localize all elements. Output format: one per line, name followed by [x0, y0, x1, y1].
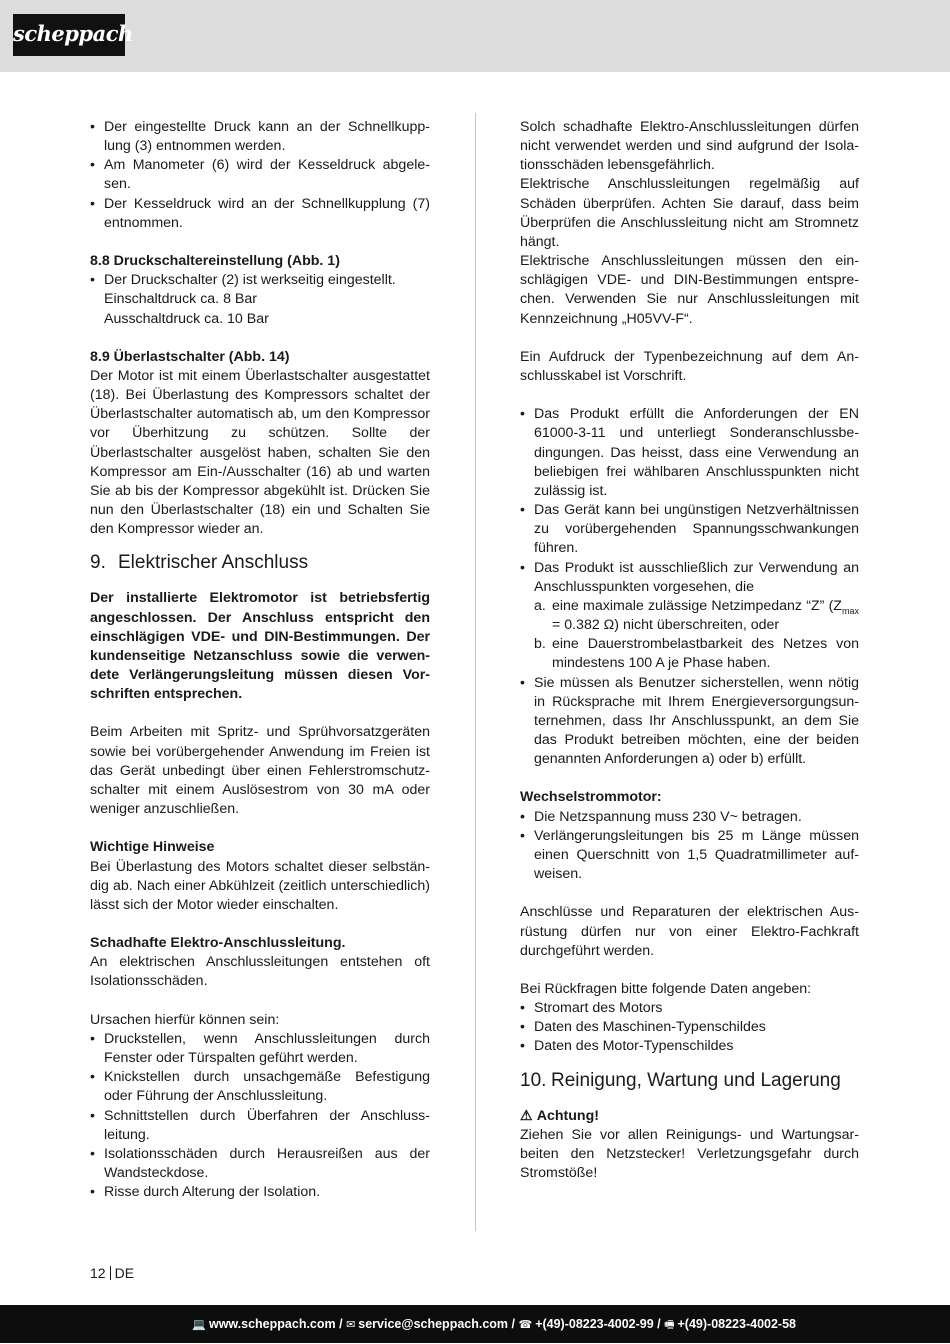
- wechselstrom-list: [520, 808, 859, 885]
- schadhaft-text: An elektrischen Anschlussleitungen entstehen oft Isolationsschäden.: [90, 954, 430, 990]
- paragraph: Anschlüsse und Reparaturen der elektrischen Ausrüstung dürfen nur von einer Elektro-Fachkraft durchgeführt werden.: [520, 904, 859, 959]
- section-9-title: Elektrischer Anschluss: [118, 552, 309, 574]
- footer-fax: +(49)-08223-4002-58: [677, 1317, 796, 1331]
- list-item: • Druckstellen, wenn Anschlussleitungen durch Fenster oder Türspalten geführt werden.: [90, 1030, 430, 1068]
- wechselstrom-title: Wechselstrommotor:: [520, 789, 662, 806]
- sub-item-text: = 0.382 Ω) nicht überschreiten, oder: [552, 617, 780, 634]
- sub-item-text: eine maximale zulässige Netzimpedanz “Z” (Z: [552, 597, 842, 614]
- page-number: [90, 1265, 134, 1281]
- section-10-heading: [520, 1069, 859, 1093]
- subscript: max: [841, 605, 859, 616]
- phone-icon: ☎: [518, 1319, 533, 1331]
- switch-on-pressure: Einschaltdruck ca. 8 Bar: [104, 291, 257, 308]
- list-item: • Die Netzspannung muss 230 V~ betragen.: [520, 808, 859, 827]
- page-language: DE: [114, 1265, 135, 1281]
- list-item: • Sie müssen als Benutzer sicherstellen, wenn nötig in Rücksprache mit Ihrem Energieversorgungsunternehmen, dass Ihr Anschlusspunkt, an dem Sie das Produkt betreiben möchten, eine der beiden genannten Anforderungen a) oder b) erfüllt.: [520, 674, 859, 770]
- section-9-bold-text: Der installierte Elektromotor ist betriebsfertig angeschlossen. Der Anschluss entspricht den einschlägigen VDE- und DIN-Bestimmungen. Der kundenseitige Netzanschluss sowie die verwendete Verlängerungsleitung müssen diesen Vorschriften entsprechen.: [90, 590, 430, 703]
- footer-email: service@scheppach.com /: [358, 1317, 515, 1331]
- section-9-number: 9.: [90, 552, 106, 574]
- footer-website: www.scheppach.com /: [208, 1317, 343, 1331]
- section-10-number: 10.: [520, 1069, 547, 1091]
- list-item: • Verlängerungsleitungen bis 25 m Länge müssen einen Querschnitt von 1,5 Quadratmillimeter aufweisen.: [520, 827, 859, 884]
- schadhaft-title: Schadhafte Elektro-Anschlussleitung.: [90, 935, 346, 952]
- paragraph: Elektrische Anschlussleitungen regelmäßig auf Schäden überprüfen. Achten Sie darauf, dass beim Überprüfen die Anschlussleitung nicht am Stromnetz hängt.: [520, 176, 859, 250]
- warning-label: Achtung!: [536, 1107, 599, 1124]
- list-item: [90, 271, 430, 328]
- list-item: • Das Produkt erfüllt die Anforderungen der EN 61000-3-11 und unterliegt Sonderanschlussbedingungen. Das heisst, dass eine Verwendung an beliebigen frei wählbaren Anschlusspunkten nicht zulässig ist.: [520, 405, 859, 501]
- pressure-bullets: [90, 118, 430, 233]
- section-8-9-text: Der Motor ist mit einem Überlastschalter ausgestattet (18). Bei Überlastung des Kompressors schaltet der Überlastschalter automatisch ab, um den Kompressor vor Überhitzung zu schützen. Sollte der Überlastschalter ausgelöst haben, schalten Sie den Kompressor am Ein-/Ausschalter (16) ab und warten Sie ab bis der Kompressor abgekühlt ist. Drücken Sie nun den Überlastschalter (18) ein und Schalten Sie den Kompressor wieder an.: [90, 368, 430, 538]
- section-9-heading: [90, 551, 430, 575]
- ursachen-intro: Ursachen hierfür können sein:: [90, 1011, 280, 1028]
- paragraph: Elektrische Anschlussleitungen müssen den einschlägigen VDE- und DIN-Bestimmungen entsprechen. Verwenden Sie nur Anschlussleitungen mit Kennzeichnung „H05VV-F“.: [520, 253, 859, 327]
- left-column: [90, 118, 430, 1202]
- footer-phone: +(49)-08223-4002-99 /: [535, 1317, 661, 1331]
- switch-off-pressure: Ausschaltdruck ca. 10 Bar: [104, 310, 269, 327]
- section-10-title: Reinigung, Wartung und Lagerung: [551, 1069, 841, 1091]
- requirements-list: [520, 405, 859, 769]
- list-item: • Der eingestellte Druck kann an der Schnellkupplung (3) entnommen werden.: [90, 118, 430, 156]
- page-footer: [0, 1305, 950, 1343]
- page-header: [0, 0, 950, 72]
- column-divider: [475, 113, 476, 1231]
- sub-letter: b.: [534, 636, 546, 653]
- list-item: • Das Gerät kann bei ungünstigen Netzverhältnissen zu vorübergehenden Spannungsschwankungen führen.: [520, 501, 859, 558]
- warning-title: [520, 1107, 859, 1126]
- list-item: • Am Manometer (6) wird der Kesseldruck abgelesen.: [90, 156, 430, 194]
- paragraph: Bei Rückfragen bitte folgende Daten angeben:: [520, 980, 812, 997]
- list-item-text: Das Produkt ist ausschließlich zur Verwendung an Anschlusspunkten vorgesehen, die: [534, 559, 859, 595]
- list-item: • Daten des Motor-Typenschildes: [520, 1037, 859, 1056]
- right-column: [520, 118, 859, 1183]
- daten-list: [520, 999, 859, 1056]
- ursachen-list: [90, 1030, 430, 1202]
- paragraph: Ein Aufdruck der Typenbezeichnung auf dem Anschlusskabel ist Vorschrift.: [520, 348, 859, 385]
- section-9-text: Beim Arbeiten mit Spritz- und Sprühvorsatzgeräten sowie bei vorübergehender Anwendung im Freien ist das Gerät unbedingt über einen Fehlerstromschutzschalter mit einem Auslösestrom von 30 mA oder weniger anzuschließen.: [90, 724, 430, 818]
- paragraph: Solch schadhafte Elektro-Anschlussleitungen dürfen nicht verwendet werden und sind aufgrund der Isolationsschäden lebensgefährlich.: [520, 119, 859, 174]
- sub-list-item: [534, 635, 859, 673]
- list-item: [520, 559, 859, 674]
- warning-text: Ziehen Sie vor allen Reinigungs- und Wartungsarbeiten den Netzstecker! Verletzungsgefahr durch Stromstöße!: [520, 1126, 859, 1182]
- sub-list: [534, 597, 859, 674]
- sub-item-text: eine Dauerstrombelastbarkeit des Netzes von mindestens 100 A je Phase haben.: [552, 636, 859, 672]
- section-8-9-title: 8.9 Überlastschalter (Abb. 14): [90, 348, 290, 365]
- list-item: • Stromart des Motors: [520, 999, 859, 1018]
- section-8-8-title: 8.8 Druckschaltereinstellung (Abb. 1): [90, 253, 340, 270]
- list-item: • Isolationsschäden durch Herausreißen aus der Wandsteckdose.: [90, 1145, 430, 1183]
- sub-list-item: [534, 597, 859, 635]
- list-item: • Risse durch Alterung der Isolation.: [90, 1183, 430, 1202]
- hinweise-title: Wichtige Hinweise: [90, 839, 215, 856]
- list-item: • Der Kesseldruck wird an der Schnellkupplung (7) entnommen.: [90, 195, 430, 233]
- warning-icon: ⚠: [520, 1107, 533, 1124]
- list-item: • Daten des Maschinen-Typenschildes: [520, 1018, 859, 1037]
- page-number-value: 12: [90, 1265, 106, 1281]
- brand-logo: scheppach: [13, 14, 125, 56]
- page-number-separator: [110, 1266, 111, 1280]
- fax-icon: 🖷: [664, 1319, 675, 1331]
- list-item: • Knickstellen durch unsachgemäße Befestigung oder Führung der Anschlussleitung.: [90, 1068, 430, 1106]
- list-item: • Schnittstellen durch Überfahren der Anschlussleitung.: [90, 1107, 430, 1145]
- list-item-text: Der Druckschalter (2) ist werkseitig eingestellt.: [104, 272, 396, 289]
- sub-letter: a.: [534, 597, 546, 614]
- mail-icon: ✉: [346, 1319, 356, 1331]
- hinweise-text: Bei Überlastung des Motors schaltet dieser selbständig ab. Nach einer Abkühlzeit (zeitlich unterschiedlich) lässt sich der Motor wieder einschalten.: [90, 858, 430, 913]
- computer-icon: 💻: [192, 1319, 206, 1331]
